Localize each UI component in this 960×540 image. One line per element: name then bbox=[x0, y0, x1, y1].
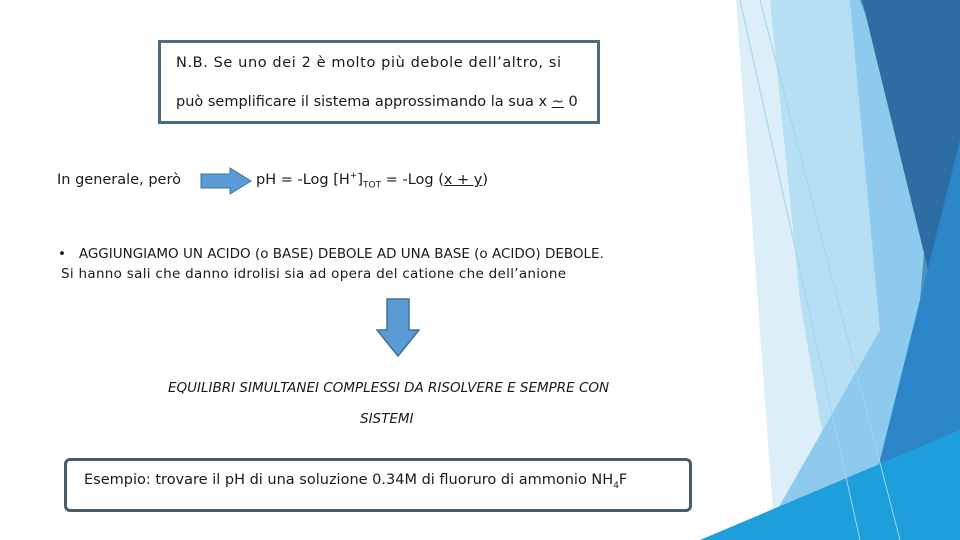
note-line-2 bbox=[176, 94, 578, 110]
formula-part: = -Log ( bbox=[381, 171, 444, 188]
equilibri-line-2: SISTEMI bbox=[360, 411, 414, 427]
bullet-text: AGGIUNGIAMO UN ACIDO (o BASE) DEBOLE AD UNA BASE (o ACIDO) DEBOLE. bbox=[78, 246, 604, 262]
arrow-right-icon bbox=[200, 167, 252, 195]
formula-part: pH = -Log [H bbox=[256, 171, 350, 188]
general-label: In generale, però bbox=[57, 172, 181, 188]
formula-sup: + bbox=[349, 171, 358, 181]
arrow-down-icon bbox=[376, 298, 420, 358]
example-sub: 4 bbox=[613, 480, 619, 491]
bullet-marker: • bbox=[58, 246, 66, 262]
example-text bbox=[84, 472, 627, 491]
note-line-2-text: può semplificare il sistema approssimando la sua x bbox=[176, 94, 552, 110]
formula-sub: TOT bbox=[363, 180, 382, 191]
equilibri-line-1: EQUILIBRI SIMULTANEI COMPLESSI DA RISOLVERE E SEMPRE CON bbox=[168, 380, 610, 396]
formula-xy: x + y bbox=[443, 171, 483, 188]
example-text-main: Esempio: trovare il pH di una soluzione 0.34M di fluoruro di ammonio NH bbox=[84, 472, 614, 488]
ph-formula bbox=[256, 171, 488, 191]
bullet-subtext: Si hanno sali che danno idrolisi sia ad opera del catione che dell’anione bbox=[61, 266, 567, 282]
approx-symbol: ~ bbox=[551, 94, 564, 110]
bullet-item bbox=[58, 246, 604, 262]
example-suffix: F bbox=[618, 472, 628, 488]
note-line-1: N.B. Se uno dei 2 è molto più debole dell’altro, si bbox=[176, 55, 562, 71]
note-line-2-suffix: 0 bbox=[563, 94, 578, 110]
formula-part: ] bbox=[357, 171, 363, 188]
note-box bbox=[158, 40, 600, 124]
formula-part: ) bbox=[482, 171, 489, 188]
